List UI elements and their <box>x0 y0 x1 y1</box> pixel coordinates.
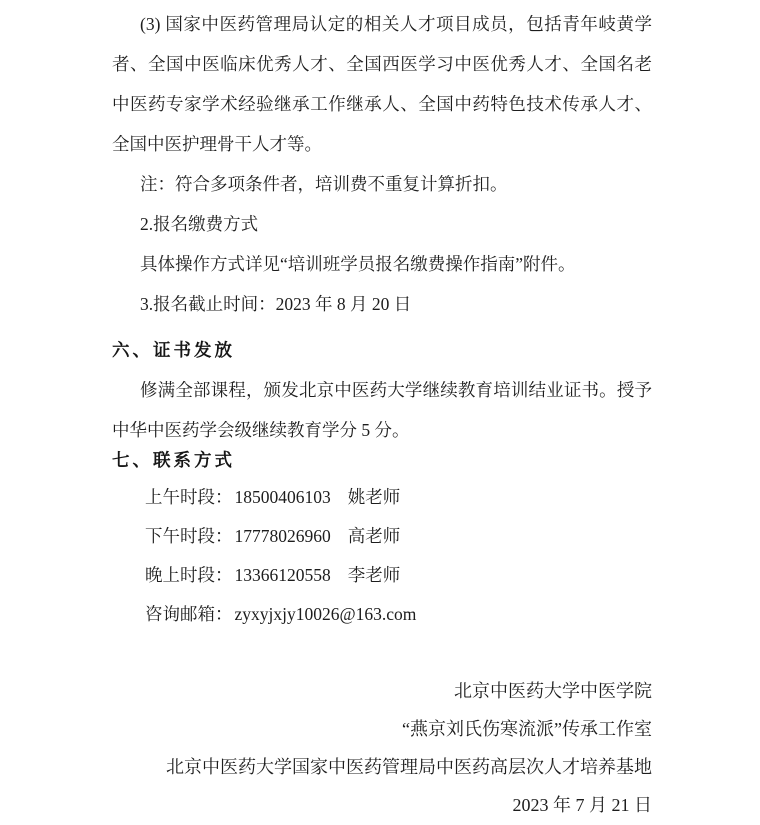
contact-email: zyxyjxjy10026@163.com <box>234 604 417 624</box>
contact-phone: 18500406103 <box>234 487 331 507</box>
item-3-deadline: 3.报名截止时间：2023 年 8 月 20 日 <box>140 294 412 314</box>
contact-label: 上午时段： <box>145 487 233 507</box>
contact-person: 李老师 <box>347 565 401 585</box>
contact-person: 姚老师 <box>347 487 401 507</box>
paragraph-talent-projects: (3) 国家中医药管理局认定的相关人才项目成员，包括青年岐黄学者、全国中医临床优秀人才、全国西医学习中医优秀人才、全国名老中医药专家学术经验继承工作继承人、全国中药特色技术传承人才、全国中医护理骨干人才等。 <box>112 14 652 154</box>
contact-label: 咨询邮箱： <box>145 604 233 624</box>
item-2-registration-payment: 2.报名缴费方式 <box>140 214 259 234</box>
section-7-heading-contact: 七、联系方式 <box>112 450 235 470</box>
contact-row-evening <box>112 556 652 595</box>
contact-row-email <box>112 595 652 634</box>
contact-row-afternoon <box>112 517 652 556</box>
signature-date: 2023 年 7 月 21 日 <box>512 795 652 815</box>
contact-person: 高老师 <box>347 526 401 546</box>
item-2-detail: 具体操作方式详见“培训班学员报名缴费操作指南”附件。 <box>140 254 576 274</box>
contact-phone: 17778026960 <box>234 526 331 546</box>
signature-line-workroom: “燕京刘氏伤寒流派”传承工作室 <box>402 719 652 739</box>
paragraph-note: 注：符合多项条件者，培训费不重复计算折扣。 <box>140 174 508 194</box>
signature-line-college: 北京中医药大学中医学院 <box>454 681 652 701</box>
contact-row-morning <box>112 478 652 517</box>
contact-phone: 13366120558 <box>234 565 331 585</box>
section-6-heading-certificates: 六、证书发放 <box>112 340 235 360</box>
contact-list <box>112 478 652 634</box>
contact-label: 下午时段： <box>145 526 233 546</box>
contact-label: 晚上时段： <box>145 565 233 585</box>
signature-line-base: 北京中医药大学国家中医药管理局中医药高层次人才培养基地 <box>166 757 652 777</box>
signature-block <box>112 672 652 824</box>
section-6-body: 修满全部课程，颁发北京中医药大学继续教育培训结业证书。授予中华中医药学会级继续教育学分 5 分。 <box>112 380 652 440</box>
